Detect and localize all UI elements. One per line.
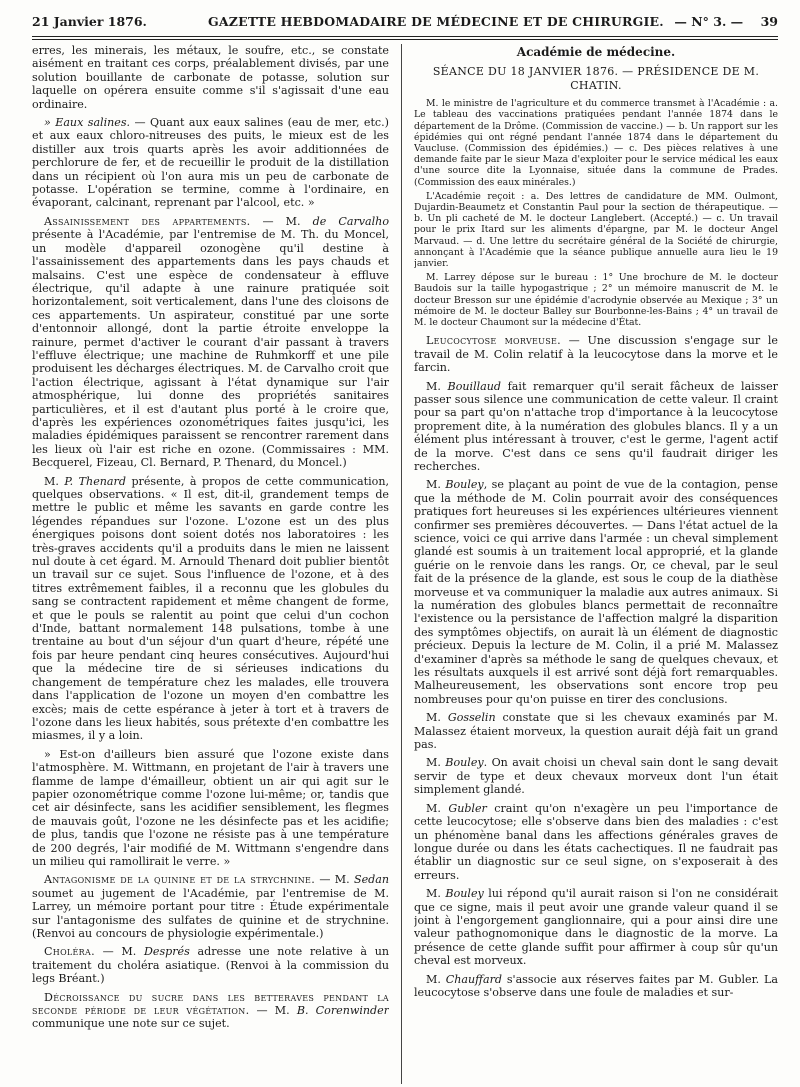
paragraph: Décroissance du sucre dans les betteraves pendant la seconde période de leur végétation. — M. B. Corenwinder communique une note sur ce sujet. [32, 990, 389, 1031]
speaker-name: Gubler [448, 801, 487, 815]
header-number-page [674, 14, 778, 29]
newspaper-page [32, 0, 778, 1087]
speaker-name: Chauffard [445, 972, 502, 986]
paragraph: M. Bouley, se plaçant au point de vue de la contagion, pense que la méthode de M. Colin pourrait avoir des conséquences pratiques fort heureuses si les expériences ultérieures viennent confirmer ses premières découvertes. — Dans l'état actuel de la science, voici ce qui arrive dans l'armée : un cheval simplement glandé est soumis à un traitement local approprié, et la glande guérie on le renvoie dans les rangs. Or, ce cheval, par le seul fait de la présence de la glande, est sous le coup de la diathèse morveuse et va communiquer la maladie aux autres animaux. Si la numération des globules blancs permettait de reconnaître l'existence ou la persistance de l'affection malgré la disparition des symptômes objectifs, on aurait là un élément de diagnostic précieux. Depuis la lecture de M. Colin, il a prié M. Malassez d'examiner d'après sa méthode le sang de quelques chevaux, et les résultats auxquels il est arrivé sont déjà fort remarquables. Malheureusement, les observations sont encore trop peu nombreuses pour qu'on puisse en tirer des conclusions. [414, 478, 778, 706]
paragraph: erres, les minerais, les métaux, le soufre, etc., se constate aisément en traitant ces corps, préalablement divisés, par une solution bouillante de carbonate de potasse, solution sur laquelle on opérera ensuite comme s'il s'agissait d'une eau ordinaire. [32, 44, 389, 111]
paragraph: M. Bouillaud fait remarquer qu'il serait fâcheux de laisser passer sous silence une communication de cette valeur. Il craint pour sa part qu'on n'attache trop d'importance à la leucocytose proprement dite, à la numération des globules blancs. Il y a un élément plus intéressant à trouver, c'est le germe, l'agent actif de la morve. C'est dans ce sens qu'il faudrait diriger les recherches. [414, 379, 778, 473]
paragraph: M. Chauffard s'associe aux réserves faites par M. Gubler. La leucocytose s'observe dans une foule de maladies et sur- [414, 972, 778, 999]
paragraph: M. Gubler craint qu'on n'exagère un peu l'importance de cette leucocytose; elle s'observe dans bien des maladies : c'est un phénomène banal dans les affections générales graves de longue durée ou dans les états cachectiques. Il ne faudrait pas établir un diagnostic sur ce seul signe, on s'exposerait à des erreurs. [414, 801, 778, 882]
header-rule-thin [32, 39, 778, 40]
note-paragraph: L'Académie reçoit : a. Des lettres de candidature de MM. Oulmont, Dujardin-Beaumetz et Constantin Paul pour la section de thérapeutique. — b. Un pli cacheté de M. le docteur Langlebert. (Accepté.) — c. Un travail pour le prix Itard sur les aliments d'épargne, par M. le docteur Angel Marvaud. — d. Une lettre du secrétaire général de la Société de chirurgie, annonçant à l'Académie que la séance publique annuelle aura lieu le 19 janvier. [414, 190, 778, 270]
header-title: GAZETTE HEBDOMADAIRE DE MÉDECINE ET DE CHIRURGIE. [208, 14, 664, 29]
paragraph: Leucocytose morveuse. — Une discussion s'engage sur le travail de M. Colin relatif à la leucocytose dans la morve et le farcin. [414, 334, 778, 375]
paragraph: M. Bouley. On avait choisi un cheval sain dont le sang devait servir de type et deux chevaux morveux dont l'un était simplement glandé. [414, 756, 778, 797]
speaker-name: Bouley [445, 478, 484, 492]
author-name: Després [143, 945, 190, 959]
paragraph: M. P. Thenard présente, à propos de cette communication, quelques observations. « Il est, dit-il, grandement temps de mettre le public et même les savants en garde contre les légendes répandues sur l'ozone. L'ozone est un des plus énergiques poisons dont soient dotés nos laboratoires : les très-graves accidents qu'il a produits dans le mien ne laissent nul doute à cet égard. M. Arnould Thenard doit publier bientôt un travail sur ce sujet. Sous l'influence de l'ozone, et à des titres extrêmement faibles, il a reconnu que les globules du sang se contractent rapidement et même changent de forme, et que le pouls se ralentit au point que celui d'un cochon d'Inde, battant normalement 148 pulsations, tombe à une trentaine au bout d'un séjour d'un quart d'heure, répété une fois par heure pendant cinq heures consécutives. Aujourd'hui que la médecine tire de si sérieuses indications du changement de température chez les malades, elle trouvera dans l'application de l'ozone un moyen d'en combattre les excès; mais de cette espérance à jeter à tort et à travers de l'ozone dans les lieux habités, sous prétexte d'en combattre les miasmes, il y a loin. [32, 474, 389, 743]
speaker-name: Bouley [445, 887, 484, 901]
paragraph: » Eaux salines. — Quant aux eaux salines (eau de mer, etc.) et aux eaux chloro-nitreuses des puits, le mieux est de les distiller aux trois quarts après les avoir additionnées de perchlorure de fer, et de recueillir le produit de la distillation dans un récipient où l'on aura mis un peu de carbonate de potasse. L'opération se termine, comme à l'ordinaire, en évaporant, calcinant, reprenant par l'alcool, etc. » [32, 116, 389, 210]
paragraph: M. Bouley lui répond qu'il aurait raison si l'on ne considérait que ce signe, mais il peut avoir une grande valeur quand il se joint à l'engorgement ganglionnaire, qui a pour ainsi dire une valeur pathognomonique dans le diagnostic de la morve. La présence de cette glande suffit pour affirmer à coup sûr qu'un cheval est morveux. [414, 887, 778, 968]
speaker-name: Bouillaud [447, 379, 502, 393]
section-lead: Antagonisme de la quinine et de la strychnine. [44, 873, 316, 887]
header-issue-number: — N° 3. — [674, 14, 744, 29]
header-date: 21 Janvier 1876. [32, 14, 147, 29]
section-lead: Choléra. [44, 945, 95, 959]
author-name: B. Corenwinder [296, 1004, 389, 1018]
section-lead: Décroissance du sucre dans les betteraves pendant la seconde période de leur végétation. [32, 990, 389, 1018]
notes-block [414, 98, 778, 328]
paragraph: M. Gosselin constate que si les chevaux examinés par M. Malassez étaient morveux, la question aurait déjà fait un grand pas. [414, 711, 778, 752]
paragraph: » Est-on d'ailleurs bien assuré que l'ozone existe dans l'atmosphère. M. Wittmann, en projetant de l'air à travers une flamme de lampe d'émailleur, obtient un air qui agit sur le papier ozonométrique comme l'ozone lui-même; or, tandis que cet air désinfecte, sans les acidifier sensiblement, les flegmes de mauvais goût, l'ozone ne les désinfecte pas et les acidifie; de plus, tandis que l'ozone ne résiste pas à une température de 200 degrés, l'air modifié de M. Wittmann s'engendre dans un milieu qui ramollirait le verre. » [32, 747, 389, 868]
right-column [414, 44, 778, 1084]
note-paragraph: M. Larrey dépose sur le bureau : 1° Une brochure de M. le docteur Baudois sur la taille hypogastrique ; 2° un mémoire manuscrit de M. le docteur Bresson sur une épidémie d'acrodynie observée au Mexique ; 3° un mémoire de M. le docteur Balley sur Bourbonne-les-Bains ; 4° un travail de M. le docteur Chaumont sur la médecine d'État. [414, 272, 778, 329]
author-name: de Carvalho [312, 214, 389, 228]
paragraph: Antagonisme de la quinine et de la strychnine. — M. Sedan soumet au jugement de l'Académie, par l'entremise de M. Larrey, un mémoire portant pour titre : Étude expérimentale sur l'antagonisme des sulfates de quinine et de strychnine. (Renvoi au concours de physiologie expérimentale.) [32, 873, 389, 940]
paragraph-label: » Eaux salines. [44, 116, 131, 130]
section-heading: Académie de médecine. [516, 45, 676, 59]
header-page-number: 39 [760, 14, 778, 29]
speaker-name: Bouley [445, 756, 484, 770]
left-column [32, 44, 389, 1084]
page-header [32, 8, 778, 38]
header-rule [32, 36, 778, 37]
author-name: Sedan [353, 873, 389, 887]
session-heading: SÉANCE DU 18 JANVIER 1876. — PRÉSIDENCE DE M. CHATIN. [432, 65, 760, 92]
author-name: P. Thenard [64, 474, 126, 488]
section-lead: Leucocytose morveuse. [426, 334, 561, 348]
note-paragraph: M. le ministre de l'agriculture et du commerce transmet à l'Académie : a. Le tableau des vaccinations pratiquées pendant l'année 1874 dans le département de la Drôme. (Commission de vaccine.) — b. Un rapport sur les épidémies qui ont régné pendant l'année 1874 dans le département du Vaucluse. (Commission des épidémies.) — c. Des pièces relatives à une demande faite par le sieur Maza d'exploiter pour le service médical les eaux d'une source dite la Lyonnaise, située dans la commune de Prades. (Commission des eaux minérales.) [414, 98, 778, 188]
paragraph: Assainissement des appartements. — M. de Carvalho présente à l'Académie, par l'entremise de M. Th. du Moncel, un modèle d'appareil ozonogène qu'il destine à l'assainissement des appartements dans les pays chauds et malsains. C'est une espèce de condensateur à effluve électrique, qu'il adapte à une rainure pratiquée soit horizontalement, soit verticalement, dans l'une des cloisons de ces appartements. Un aspirateur, constitué par une sorte d'entonnoir allongé, dont la partie étroite enveloppe la rainure, permet d'activer le courant d'air passant à travers l'effluve électrique; une machine de Ruhmkorff et une pile produisent les décharges électriques. M. de Carvalho croit que l'action électrique, agissant à l'état dynamique sur l'air atmosphérique, lui donne des propriétés sanitaires particulières, et il est d'autant plus porté à le croire que, d'après les expériences ozonométriques faites jusqu'ici, les maladies épidémiques paraissent se rencontrer rarement dans les lieux où l'air est riche en ozone. (Commissaires : MM. Becquerel, Fizeau, Cl. Bernard, P. Thenard, du Moncel.) [32, 214, 389, 470]
speaker-name: Gosselin [447, 711, 496, 725]
column-divider [401, 44, 402, 1084]
paragraph: Choléra. — M. Després adresse une note relative à un traitement du choléra asiatique. (Renvoi à la commission du legs Bréant.) [32, 945, 389, 986]
section-lead: Assainissement des appartements. [44, 214, 251, 228]
